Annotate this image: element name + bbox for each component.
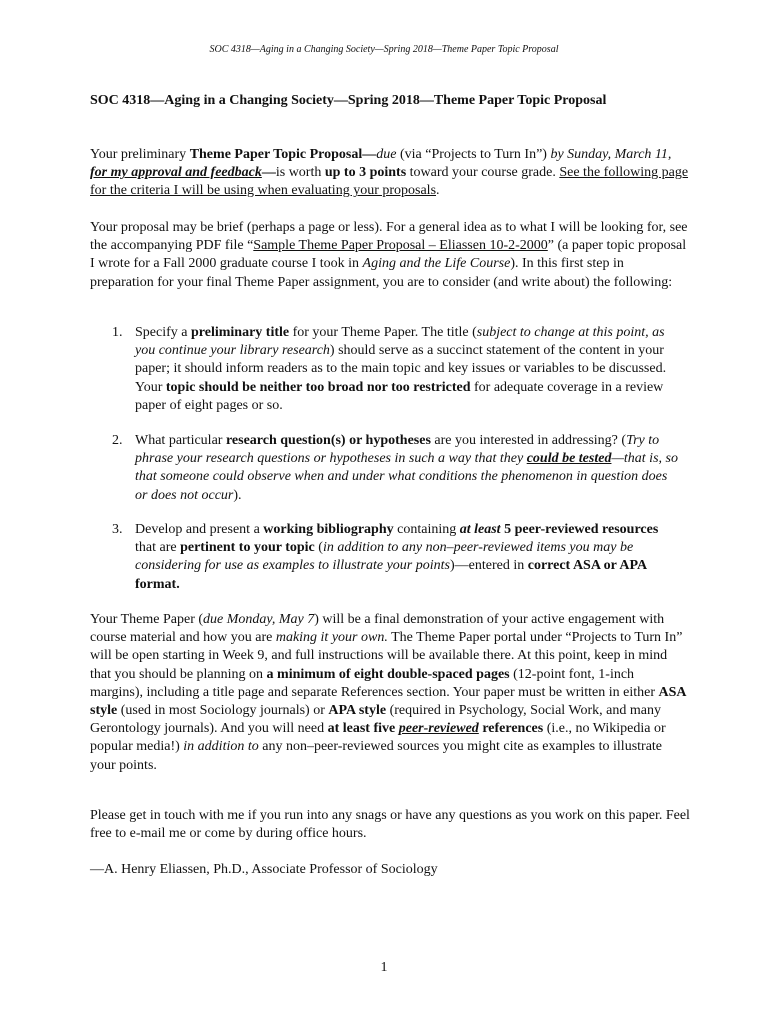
list-number: 2. [112, 433, 123, 448]
list-item-title: 1. Specify a preliminary title for your Theme Paper. The title (subject to change at this point, as you continue your library research) should serve as a succinct statement of the content in your paper; it should inform readers as to the main topic and key issues or variables to be discussed. Your topic should be neither too broad nor too restricted for adequate coverage in a review paper of eight pages or so. [112, 325, 667, 413]
document-title: SOC 4318—Aging in a Changing Society—Spring 2018—Theme Paper Topic Proposal [90, 93, 607, 108]
list-item-bibliography: 3. Develop and present a working bibliography containing at least 5 peer-reviewed resources that are pertinent to your topic (in addition to any non–peer-reviewed items you may be considering for use as examples to illustrate your points)—entered in correct ASA or APA format. [112, 522, 659, 592]
could-be-tested-emphasis: could be tested [526, 451, 612, 467]
list-number: 1. [112, 325, 123, 340]
signature: —A. Henry Eliassen, Ph.D., Associate Professor of Sociology [90, 862, 438, 877]
list-item-research-questions: 2. What particular research question(s) or hypotheses are you interested in addressing? (Try to phrase your research questions or hypotheses in such a way that they could be tested—that is, so that someone could observe when and under what conditions the phenomenon in question does or does not occur). [112, 433, 678, 503]
approval-feedback-emphasis: for my approval and feedback [90, 165, 262, 181]
list-number: 3. [112, 522, 123, 537]
theme-paper-paragraph: Your Theme Paper (due Monday, May 7) will be a final demonstration of your active engagement with course material and how you are making it your own. The Theme Paper portal under “Projects to Turn In” will be open starting in Week 9, and full instructions will be available there. At this point, keep in mind that you should be planning on a minimum of eight double-spaced pages (12-point font, 1-inch margins), including a title page and separate References section. Your paper must be written in either ASA style (used in most Sociology journals) or APA style (required in Psychology, Social Work, and many Gerontology journals). And you will need at least five peer-reviewed references (i.e., no Wikipedia or popular media!) in addition to any non–peer-reviewed sources you might cite as examples to illustrate your points. [90, 612, 686, 773]
running-header: SOC 4318—Aging in a Changing Society—Spring 2018—Theme Paper Topic Proposal [209, 44, 559, 55]
peer-reviewed-emphasis: peer-reviewed [398, 721, 479, 737]
proposal-description-paragraph: Your proposal may be brief (perhaps a page or less). For a general idea as to what I will be looking for, see the accompanying PDF file “Sample Theme Paper Proposal – Eliassen 10-2-2000” (a paper topic proposal I wrote for a Fall 2000 graduate course I took in Aging and the Life Course). In this first step in preparation for your final Theme Paper assignment, you are to consider (and write about) the following: [90, 220, 688, 290]
sample-proposal-file-link[interactable]: Sample Theme Paper Proposal – Eliassen 10-2-2000 [253, 238, 548, 254]
intro-paragraph: Your preliminary Theme Paper Topic Proposal—due (via “Projects to Turn In”) by Sunday, March 11, for my approval and feedback—is worth up to 3 points toward your course grade. See the following page for the criteria I will be using when evaluating your proposals. [90, 147, 689, 199]
criteria-reference: See the following page for the criteria I will be using when evaluating your proposals [90, 165, 689, 199]
contact-paragraph: Please get in touch with me if you run into any snags or have any questions as you work on this paper. Feel free to e-mail me or come by during office hours. [90, 808, 690, 842]
page-number: 1 [380, 960, 388, 975]
